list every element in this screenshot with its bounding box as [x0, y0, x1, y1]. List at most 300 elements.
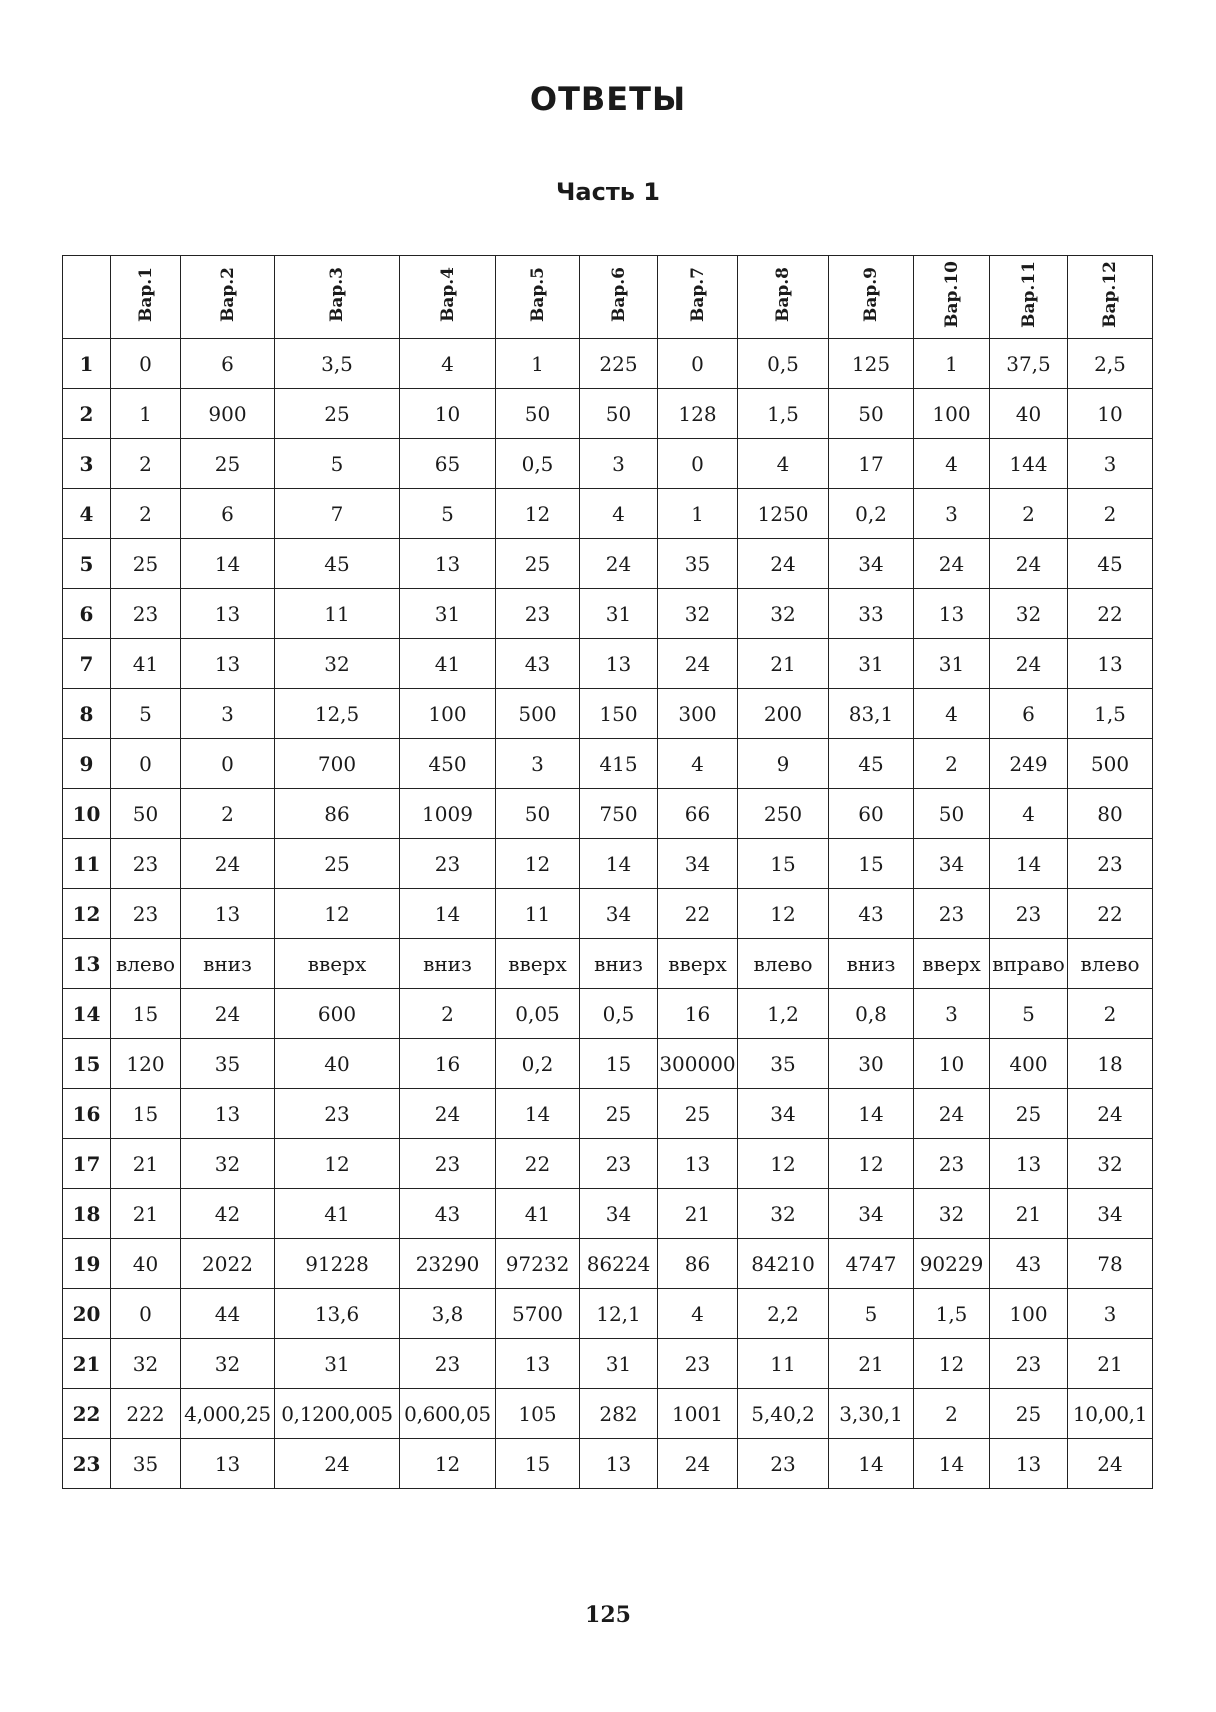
- answer-cell: 6: [181, 489, 275, 539]
- answer-cell: 5,40,2: [738, 1389, 829, 1439]
- answer-cell: 34: [580, 1189, 658, 1239]
- answer-cell: 1250: [738, 489, 829, 539]
- answer-cell: 2: [400, 989, 496, 1039]
- answer-cell: 13: [181, 589, 275, 639]
- table-row: [63, 1289, 1153, 1339]
- answer-cell: 100: [914, 389, 990, 439]
- row-number: 6: [63, 589, 111, 639]
- answer-cell: 12: [275, 1139, 400, 1189]
- answer-cell: 16: [400, 1039, 496, 1089]
- answer-cell: 32: [738, 1189, 829, 1239]
- answer-cell: 23: [400, 1339, 496, 1389]
- row-number: 7: [63, 639, 111, 689]
- answer-cell: 500: [1068, 739, 1153, 789]
- answer-cell: 13: [990, 1139, 1068, 1189]
- table-row: [63, 1389, 1153, 1439]
- table-row: [63, 1339, 1153, 1389]
- header-row: [63, 256, 1153, 339]
- section-subtitle: Часть 1: [556, 178, 660, 206]
- answer-cell: 12: [914, 1339, 990, 1389]
- answer-cell: 2: [914, 1389, 990, 1439]
- answer-cell: 35: [111, 1439, 181, 1489]
- answer-cell: 23: [658, 1339, 738, 1389]
- answer-cell: 12: [738, 1139, 829, 1189]
- answer-cell: 13: [181, 639, 275, 689]
- answer-cell: 5700: [496, 1289, 580, 1339]
- answer-cell: 15: [496, 1439, 580, 1489]
- table-row: [63, 339, 1153, 389]
- answer-cell: 2: [914, 739, 990, 789]
- answer-cell: 3,30,1: [829, 1389, 914, 1439]
- answer-cell: 415: [580, 739, 658, 789]
- answer-cell: 400: [990, 1039, 1068, 1089]
- answer-cell: 150: [580, 689, 658, 739]
- answer-cell: 14: [400, 889, 496, 939]
- column-header-var-2: [181, 256, 275, 339]
- answer-cell: 125: [829, 339, 914, 389]
- answer-cell: 0: [111, 1289, 181, 1339]
- row-number: 16: [63, 1089, 111, 1139]
- answer-cell: 25: [181, 439, 275, 489]
- answer-cell: 4: [658, 1289, 738, 1339]
- column-header-var-4: [400, 256, 496, 339]
- answer-cell: 700: [275, 739, 400, 789]
- answer-cell: 1001: [658, 1389, 738, 1439]
- answer-cell: 22: [1068, 889, 1153, 939]
- answer-cell: 4: [914, 689, 990, 739]
- answer-cell: 1,5: [738, 389, 829, 439]
- answer-cell: 24: [914, 1089, 990, 1139]
- row-number: 13: [63, 939, 111, 989]
- answer-cell: 2: [111, 439, 181, 489]
- answer-cell: 24: [1068, 1089, 1153, 1139]
- table-row: [63, 1039, 1153, 1089]
- answer-cell: 24: [990, 639, 1068, 689]
- answer-cell: 43: [829, 889, 914, 939]
- answer-cell: вправо: [990, 939, 1068, 989]
- answer-cell: 15: [580, 1039, 658, 1089]
- answer-cell: 1: [914, 339, 990, 389]
- answer-cell: 4,000,25: [181, 1389, 275, 1439]
- answer-cell: 31: [914, 639, 990, 689]
- table-row: [63, 739, 1153, 789]
- answer-cell: 7: [275, 489, 400, 539]
- answer-cell: 12: [496, 489, 580, 539]
- answer-cell: 24: [275, 1439, 400, 1489]
- answer-cell: 21: [111, 1139, 181, 1189]
- answer-cell: 23: [400, 1139, 496, 1189]
- answer-cell: 84210: [738, 1239, 829, 1289]
- answer-cell: 43: [496, 639, 580, 689]
- answer-cell: 1,2: [738, 989, 829, 1039]
- answer-cell: 23: [914, 889, 990, 939]
- answer-cell: 0: [658, 339, 738, 389]
- answer-cell: 31: [829, 639, 914, 689]
- answer-cell: 14: [181, 539, 275, 589]
- answer-cell: 10: [400, 389, 496, 439]
- row-number: 14: [63, 989, 111, 1039]
- answer-cell: 31: [400, 589, 496, 639]
- column-header-var-6: [580, 256, 658, 339]
- answer-cell: 23: [496, 589, 580, 639]
- answer-cell: 25: [111, 539, 181, 589]
- answer-cell: 200: [738, 689, 829, 739]
- answer-cell: 12,1: [580, 1289, 658, 1339]
- table-row: [63, 389, 1153, 439]
- answer-cell: 11: [496, 889, 580, 939]
- column-header-label: Вар.7: [687, 266, 708, 323]
- answer-cell: 0,5: [580, 989, 658, 1039]
- answer-cell: 24: [990, 539, 1068, 589]
- answer-cell: 23: [275, 1089, 400, 1139]
- table-row: [63, 589, 1153, 639]
- answer-cell: 2: [1068, 489, 1153, 539]
- answer-cell: 2,5: [1068, 339, 1153, 389]
- answer-cell: 500: [496, 689, 580, 739]
- answer-cell: 45: [1068, 539, 1153, 589]
- answer-cell: 90229: [914, 1239, 990, 1289]
- column-header-label: Вар.10: [941, 261, 962, 328]
- answer-cell: 24: [658, 639, 738, 689]
- answer-cell: 0: [111, 339, 181, 389]
- row-number: 5: [63, 539, 111, 589]
- row-number: 21: [63, 1339, 111, 1389]
- answer-cell: 66: [658, 789, 738, 839]
- answer-cell: 43: [400, 1189, 496, 1239]
- answer-cell: 6: [181, 339, 275, 389]
- answer-cell: 5: [400, 489, 496, 539]
- column-header-var-1: [111, 256, 181, 339]
- answer-cell: 5: [111, 689, 181, 739]
- row-number: 20: [63, 1289, 111, 1339]
- answer-cell: 50: [496, 389, 580, 439]
- answer-cell: 42: [181, 1189, 275, 1239]
- column-header-var-12: [1068, 256, 1153, 339]
- answer-cell: 13: [496, 1339, 580, 1389]
- row-number: 10: [63, 789, 111, 839]
- answer-cell: 50: [829, 389, 914, 439]
- table-body: [63, 339, 1153, 1489]
- answer-cell: вверх: [275, 939, 400, 989]
- answer-cell: 24: [914, 539, 990, 589]
- answer-cell: 22: [658, 889, 738, 939]
- answer-cell: 32: [275, 639, 400, 689]
- answer-cell: 13: [1068, 639, 1153, 689]
- row-number: 19: [63, 1239, 111, 1289]
- answer-cell: 32: [658, 589, 738, 639]
- answer-cell: 10,00,1: [1068, 1389, 1153, 1439]
- answer-cell: 25: [990, 1389, 1068, 1439]
- answer-cell: 43: [990, 1239, 1068, 1289]
- column-header-label: Вар.5: [527, 266, 548, 323]
- answer-cell: 21: [990, 1189, 1068, 1239]
- corner-cell: [63, 256, 111, 339]
- answer-cell: 23: [400, 839, 496, 889]
- column-header-var-5: [496, 256, 580, 339]
- answer-cell: 2: [111, 489, 181, 539]
- answer-cell: 34: [914, 839, 990, 889]
- answer-cell: 0,05: [496, 989, 580, 1039]
- answer-cell: 86: [275, 789, 400, 839]
- answer-cell: 24: [181, 989, 275, 1039]
- answer-cell: 25: [275, 839, 400, 889]
- answer-cell: 32: [181, 1139, 275, 1189]
- answer-cell: 24: [181, 839, 275, 889]
- answer-cell: 23: [111, 889, 181, 939]
- answer-cell: 0,2: [496, 1039, 580, 1089]
- answer-cell: 25: [496, 539, 580, 589]
- answer-cell: 24: [580, 539, 658, 589]
- table-row: [63, 1089, 1153, 1139]
- row-number: 11: [63, 839, 111, 889]
- row-number: 9: [63, 739, 111, 789]
- answer-cell: 13: [914, 589, 990, 639]
- answer-cell: 600: [275, 989, 400, 1039]
- answer-cell: 12,5: [275, 689, 400, 739]
- answer-cell: 25: [990, 1089, 1068, 1139]
- answer-cell: 1009: [400, 789, 496, 839]
- answer-cell: 105: [496, 1389, 580, 1439]
- answer-cell: 45: [829, 739, 914, 789]
- answer-cell: 40: [275, 1039, 400, 1089]
- answer-cell: 80: [1068, 789, 1153, 839]
- answer-cell: 0: [111, 739, 181, 789]
- column-header-label: Вар.4: [437, 266, 458, 323]
- answer-cell: 14: [990, 839, 1068, 889]
- answer-cell: 32: [738, 589, 829, 639]
- answer-cell: 4: [400, 339, 496, 389]
- column-header-label: Вар.6: [608, 266, 629, 323]
- answer-cell: вниз: [829, 939, 914, 989]
- answer-cell: 30: [829, 1039, 914, 1089]
- row-number: 23: [63, 1439, 111, 1489]
- answers-table: [62, 255, 1153, 1489]
- answer-cell: 11: [275, 589, 400, 639]
- answer-cell: 18: [1068, 1039, 1153, 1089]
- answer-cell: 12: [738, 889, 829, 939]
- answer-cell: 44: [181, 1289, 275, 1339]
- answer-cell: 4: [738, 439, 829, 489]
- answer-cell: 128: [658, 389, 738, 439]
- answer-cell: 0,2: [829, 489, 914, 539]
- answer-cell: 5: [275, 439, 400, 489]
- answer-cell: 34: [580, 889, 658, 939]
- answer-cell: 4: [658, 739, 738, 789]
- answer-cell: 2022: [181, 1239, 275, 1289]
- answer-cell: 25: [580, 1089, 658, 1139]
- column-header-label: Вар.2: [217, 266, 238, 323]
- answer-cell: 250: [738, 789, 829, 839]
- row-number: 2: [63, 389, 111, 439]
- answer-cell: 4: [580, 489, 658, 539]
- answer-cell: 34: [738, 1089, 829, 1139]
- answer-cell: 22: [1068, 589, 1153, 639]
- answer-cell: 17: [829, 439, 914, 489]
- answer-cell: 750: [580, 789, 658, 839]
- answer-cell: вниз: [181, 939, 275, 989]
- answer-cell: 5: [829, 1289, 914, 1339]
- answer-cell: 40: [111, 1239, 181, 1289]
- answer-cell: 222: [111, 1389, 181, 1439]
- answer-cell: 21: [111, 1189, 181, 1239]
- answer-cell: 86: [658, 1239, 738, 1289]
- answer-cell: вверх: [658, 939, 738, 989]
- table-row: [63, 889, 1153, 939]
- answer-cell: 32: [990, 589, 1068, 639]
- table-row: [63, 1239, 1153, 1289]
- answer-cell: 13: [580, 639, 658, 689]
- answer-cell: вверх: [914, 939, 990, 989]
- answer-cell: 86224: [580, 1239, 658, 1289]
- answer-cell: 21: [658, 1189, 738, 1239]
- answer-cell: 4: [914, 439, 990, 489]
- answer-cell: 32: [111, 1339, 181, 1389]
- answer-cell: 13: [181, 889, 275, 939]
- answer-cell: 2,2: [738, 1289, 829, 1339]
- answer-cell: влево: [738, 939, 829, 989]
- answer-cell: 35: [658, 539, 738, 589]
- answer-cell: 23290: [400, 1239, 496, 1289]
- answer-cell: 35: [738, 1039, 829, 1089]
- answer-cell: 11: [738, 1339, 829, 1389]
- answer-cell: 23: [990, 1339, 1068, 1389]
- table-row: [63, 1189, 1153, 1239]
- answer-cell: 21: [738, 639, 829, 689]
- answer-cell: вниз: [580, 939, 658, 989]
- table-row: [63, 439, 1153, 489]
- answer-cell: 37,5: [990, 339, 1068, 389]
- answer-cell: 282: [580, 1389, 658, 1439]
- answer-cell: 97232: [496, 1239, 580, 1289]
- column-header-label: Вар.8: [773, 266, 793, 323]
- answer-cell: 23: [580, 1139, 658, 1189]
- answer-cell: 13: [181, 1089, 275, 1139]
- answer-cell: 14: [580, 839, 658, 889]
- page-title: ОТВЕТЫ: [529, 80, 687, 118]
- answer-cell: 9: [738, 739, 829, 789]
- answer-cell: 12: [400, 1439, 496, 1489]
- answer-cell: 24: [400, 1089, 496, 1139]
- answer-cell: 34: [1068, 1189, 1153, 1239]
- answer-cell: 13: [658, 1139, 738, 1189]
- answer-cell: 50: [496, 789, 580, 839]
- answer-cell: 16: [658, 989, 738, 1039]
- answer-cell: 34: [658, 839, 738, 889]
- answer-cell: 31: [580, 1339, 658, 1389]
- answer-cell: 100: [990, 1289, 1068, 1339]
- answer-cell: 23: [111, 839, 181, 889]
- answer-cell: 14: [914, 1439, 990, 1489]
- answer-cell: 4: [990, 789, 1068, 839]
- answer-cell: 2: [181, 789, 275, 839]
- row-number: 3: [63, 439, 111, 489]
- answer-cell: 10: [914, 1039, 990, 1089]
- answer-cell: вниз: [400, 939, 496, 989]
- answer-cell: 45: [275, 539, 400, 589]
- answer-cell: 24: [738, 539, 829, 589]
- answer-cell: 33: [829, 589, 914, 639]
- answer-cell: 0: [181, 739, 275, 789]
- answer-cell: 78: [1068, 1239, 1153, 1289]
- column-header-label: Вар.11: [1018, 261, 1039, 328]
- answer-cell: 0: [658, 439, 738, 489]
- answer-cell: 25: [658, 1089, 738, 1139]
- column-header-label: Вар.12: [1100, 261, 1120, 328]
- answer-cell: 3: [1068, 1289, 1153, 1339]
- answer-cell: 32: [914, 1189, 990, 1239]
- answer-cell: 144: [990, 439, 1068, 489]
- answer-cell: 13,6: [275, 1289, 400, 1339]
- answer-cell: 3: [181, 689, 275, 739]
- answer-cell: 6: [990, 689, 1068, 739]
- answer-cell: 13: [990, 1439, 1068, 1489]
- answer-cell: 32: [1068, 1139, 1153, 1189]
- answer-cell: 1,5: [914, 1289, 990, 1339]
- answer-cell: 14: [829, 1089, 914, 1139]
- answer-cell: 0,600,05: [400, 1389, 496, 1439]
- answer-cell: 32: [181, 1339, 275, 1389]
- answer-cell: 23: [1068, 839, 1153, 889]
- answer-cell: 13: [181, 1439, 275, 1489]
- answer-cell: 15: [829, 839, 914, 889]
- page-number: 125: [585, 1602, 631, 1628]
- answer-cell: 14: [829, 1439, 914, 1489]
- answer-cell: влево: [111, 939, 181, 989]
- row-number: 18: [63, 1189, 111, 1239]
- answer-cell: 3,5: [275, 339, 400, 389]
- answer-cell: 249: [990, 739, 1068, 789]
- column-header-var-10: [914, 256, 990, 339]
- answer-cell: 13: [580, 1439, 658, 1489]
- answer-cell: 3: [914, 989, 990, 1039]
- answer-cell: 15: [738, 839, 829, 889]
- answer-cell: 23: [111, 589, 181, 639]
- answer-cell: 100: [400, 689, 496, 739]
- answer-cell: 15: [111, 989, 181, 1039]
- answer-cell: 31: [275, 1339, 400, 1389]
- answer-cell: 60: [829, 789, 914, 839]
- table-row: [63, 539, 1153, 589]
- table-row: [63, 839, 1153, 889]
- answer-cell: 31: [580, 589, 658, 639]
- answer-cell: 3: [580, 439, 658, 489]
- answer-cell: 2: [990, 489, 1068, 539]
- answer-cell: 3: [1068, 439, 1153, 489]
- answer-cell: 300000: [658, 1039, 738, 1089]
- answer-cell: 24: [658, 1439, 738, 1489]
- answer-cell: 3: [914, 489, 990, 539]
- table-row: [63, 1139, 1153, 1189]
- answer-cell: 1: [496, 339, 580, 389]
- answer-cell: 5: [990, 989, 1068, 1039]
- answer-cell: 91228: [275, 1239, 400, 1289]
- answer-cell: 50: [914, 789, 990, 839]
- answer-cell: 41: [111, 639, 181, 689]
- column-header-label: Вар.3: [327, 266, 347, 323]
- answer-cell: 0,5: [496, 439, 580, 489]
- answer-cell: 23: [738, 1439, 829, 1489]
- table-row: [63, 989, 1153, 1039]
- row-number: 12: [63, 889, 111, 939]
- answer-cell: 12: [829, 1139, 914, 1189]
- row-number: 15: [63, 1039, 111, 1089]
- column-header-var-3: [275, 256, 400, 339]
- answer-cell: 23: [990, 889, 1068, 939]
- answer-cell: 1: [111, 389, 181, 439]
- table-row: [63, 689, 1153, 739]
- answer-cell: 3,8: [400, 1289, 496, 1339]
- answer-cell: 41: [400, 639, 496, 689]
